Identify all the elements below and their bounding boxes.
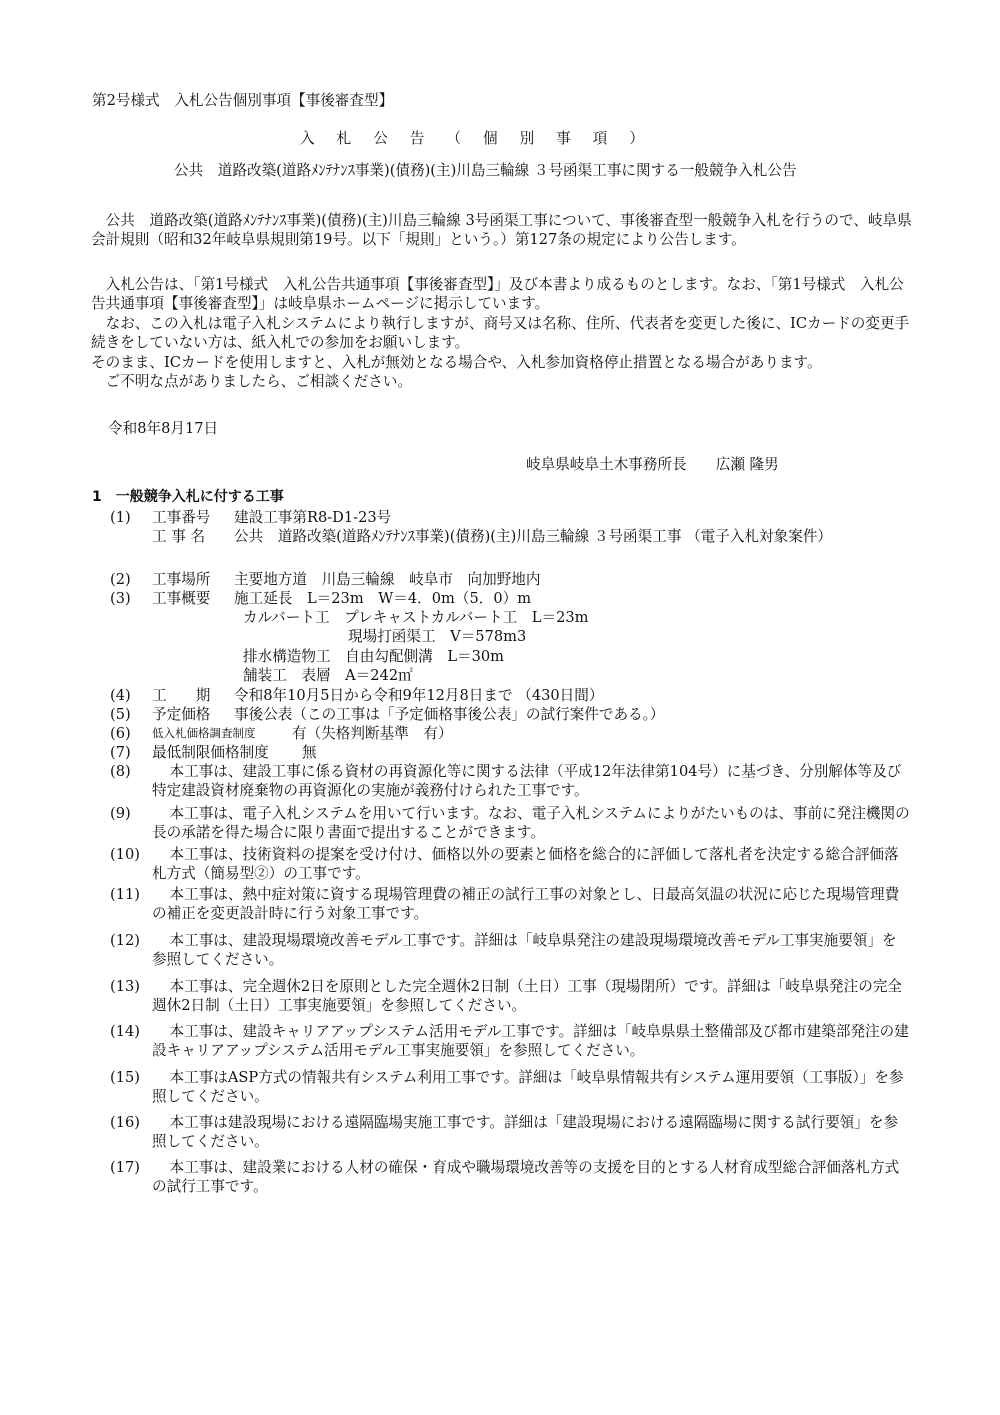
overview-line-4: 舗装工 表層 A＝242㎡ (243, 667, 413, 684)
item-1: (1) 工事番号 建設工事第R8-D1-23号 (110, 509, 392, 526)
intro-paragraph-3: なお、この入札は電子入札システムにより執行しますが、商号又は名称、住所、代表者を変更した後に、ICカードの変更手続きをしていない方は、紙入札での参加をお願いします。 (91, 315, 910, 351)
form-label: 第2号様式 入札公告個別事項【事後審査型】 (92, 92, 394, 109)
item-3: (3) 工事概要 施工延長 L＝23m W＝4．0m（5．0）m (110, 590, 532, 607)
note-12: (12) 本工事は、建設現場環境改善モデル工事です。詳細は「岐阜県発注の建設現場環境改善モデル工事実施要領」を参照してください。 (110, 932, 897, 968)
item-4: (4) 工 期 令和8年10月5日から令和9年12月8日まで （430日間） (110, 687, 604, 704)
item-7: (7) 最低制限価格制度 無 (110, 744, 317, 761)
overview-line-2: 現場打函渠工 V＝578m3 (348, 628, 527, 645)
item-construction-name: 工 事 名 公共 道路改築(道路ﾒﾝﾃﾅﾝｽ事業)(債務)(主)川島三輪線 ３号函渠工事 （電子入札対象案件） (152, 528, 833, 545)
item-6: (6) 低入札価格調査制度 有（失格判断基準 有） (110, 725, 453, 742)
section-heading: 1 一般競争入札に付する工事 (92, 489, 284, 505)
intro-paragraph-2: 入札公告は、「第1号様式 入札公告共通事項【事後審査型】」及び本書より成るものとします。なお、「第1号様式 入札公告共通事項【事後審査型】」は岐阜県ホームページに掲示しています。 (91, 276, 904, 312)
subject: 公共 道路改築(道路ﾒﾝﾃﾅﾝｽ事業)(債務)(主)川島三輪線 ３号函渠工事に関する一般競争入札公告 (174, 162, 797, 179)
note-13: (13) 本工事は、完全週休2日を原則とした完全週休2日制（土日）工事（現場閉所）です。詳細は「岐阜県発注の完全週休2日制（土日）工事実施要領」を参照してください。 (110, 978, 903, 1014)
item-2: (2) 工事場所 主要地方道 川島三輪線 岐阜市 向加野地内 (110, 571, 541, 588)
issuer: 岐阜県岐阜土木事務所長 広瀬 隆男 (526, 456, 779, 473)
intro-paragraph-4: そのまま、ICカードを使用しますと、入札が無効となる場合や、入札参加資格停止措置となる場合があります。 (91, 354, 822, 371)
item-5: (5) 予定価格 事後公表（この工事は「予定価格事後公表」の試行案件である。） (110, 706, 665, 723)
overview-line-1: カルバート工 プレキャストカルバート工 L＝23m (243, 609, 589, 626)
note-14: (14) 本工事は、建設キャリアアップシステム活用モデル工事です。詳細は「岐阜県県土整備部及び都市建築部発注の建設キャリアアップシステム活用モデル工事実施要領」を参照してください。 (110, 1023, 909, 1059)
note-16: (16) 本工事は建設現場における遠隔臨場実施工事です。詳細は「建設現場における遠隔臨場に関する試行要領」を参照してください。 (110, 1114, 899, 1150)
document-title: 入札公告（個別事項） (300, 130, 666, 147)
note-11: (11) 本工事は、熱中症対策に資する現場管理費の補正の試行工事の対象とし、日最高気温の状況に応じた現場管理費の補正を変更設計時に行う対象工事です。 (110, 886, 900, 922)
note-9: (9) 本工事は、電子入札システムを用いて行います。なお、電子入札システムによりがたいものは、事前に発注機関の長の承諾を得た場合に限り書面で提出することができます。 (110, 805, 910, 841)
note-10: (10) 本工事は、技術資料の提案を受け付け、価格以外の要素と価格を総合的に評価して落札者を決定する総合評価落札方式（簡易型②）の工事です。 (110, 846, 899, 882)
intro-paragraph-1: 公共 道路改築(道路ﾒﾝﾃﾅﾝｽ事業)(債務)(主)川島三輪線 3号函渠工事について、事後審査型一般競争入札を行うので、岐阜県会計規則（昭和32年岐阜県規則第19号。以下「規則」という。）第127条の規定により公告します。 (91, 212, 912, 248)
note-8: (8) 本工事は、建設工事に係る資材の再資源化等に関する法律（平成12年法律第104号）に基づき、分別解体等及び特定建設資材廃棄物の再資源化の実施が義務付けられた工事です。 (110, 763, 902, 799)
intro-paragraph-5: ご不明な点がありましたら、ご相談ください。 (105, 373, 413, 390)
notice-date: 令和8年8月17日 (108, 420, 219, 437)
note-15: (15) 本工事はASP方式の情報共有システム利用工事です。詳細は「岐阜県情報共有システム運用要領（工事版）」を参照してください。 (110, 1069, 904, 1105)
note-17: (17) 本工事は、建設業における人材の確保・育成や職場環境改善等の支援を目的とする人材育成型総合評価落札方式の試行工事です。 (110, 1159, 900, 1195)
overview-line-3: 排水構造物工 自由勾配側溝 L＝30m (243, 648, 505, 665)
